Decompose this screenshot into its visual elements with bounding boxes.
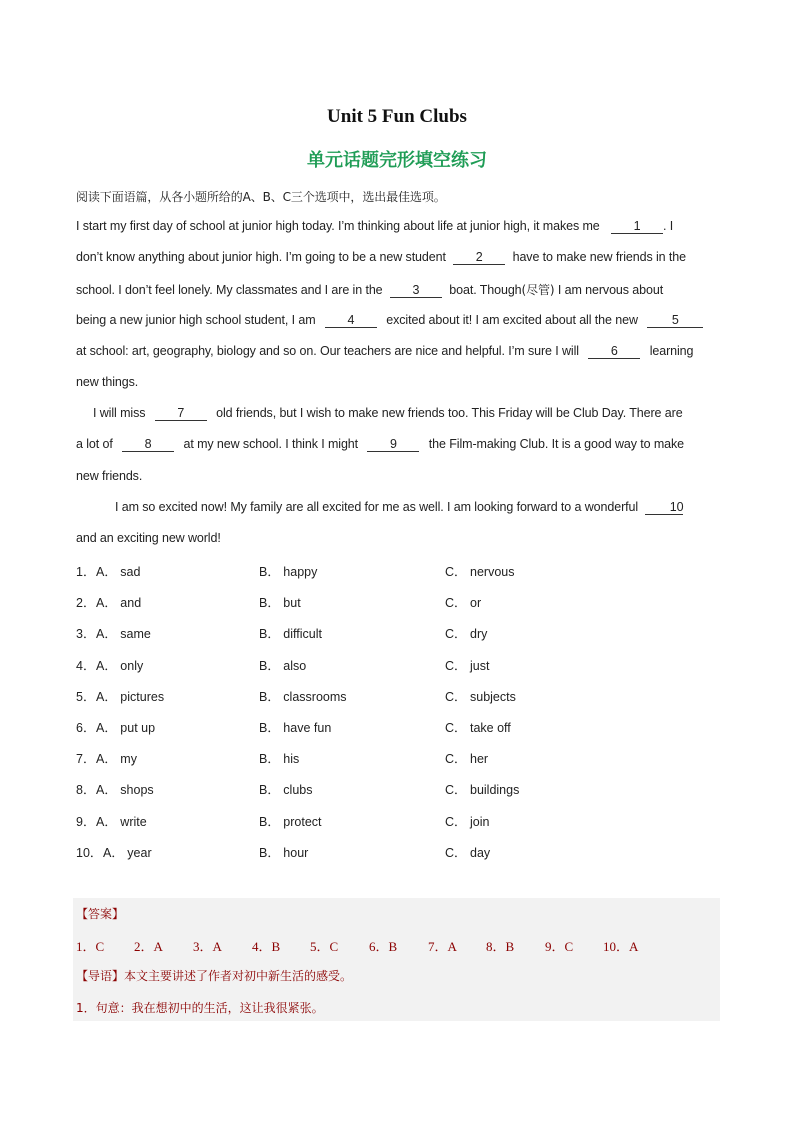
blank-4: 4 bbox=[325, 314, 377, 328]
passage-line-9: new friends. bbox=[76, 469, 143, 483]
option-b: B． also bbox=[259, 659, 307, 673]
option-a: A． put up bbox=[96, 721, 156, 735]
option-b: B． protect bbox=[259, 815, 322, 829]
passage-line-5 bbox=[76, 344, 693, 359]
page-title: Unit 5 Fun Clubs bbox=[327, 106, 467, 127]
answer-heading: 【答案】 bbox=[76, 907, 125, 921]
option-c: C． subjects bbox=[445, 690, 516, 704]
passage-text: I am nervous about bbox=[557, 283, 664, 297]
option-c: C． her bbox=[445, 752, 489, 766]
question-number: 4． bbox=[76, 659, 96, 673]
option-a: A． sad bbox=[96, 565, 141, 579]
blank-8: 8 bbox=[122, 438, 174, 452]
answer-guide: 【导语】本文主要讲述了作者对初中新生活的感受。 bbox=[76, 969, 353, 983]
answer-item: 2．A bbox=[134, 939, 163, 954]
passage-text: at school: art, geography, biology and so on. Our teachers are nice and helpful. I’m sure I will bbox=[76, 344, 579, 358]
passage-text: I start my first day of school at junior high today. I’m thinking about life at junior high, it makes me bbox=[76, 219, 600, 233]
passage-line-10 bbox=[115, 500, 683, 515]
passage-text: being a new junior high school student, I am bbox=[76, 313, 316, 327]
option-c: C． or bbox=[445, 596, 482, 610]
passage-text: at my new school. I think I might bbox=[183, 437, 359, 451]
question-number: 7． bbox=[76, 752, 96, 766]
passage-text: I am so excited now! My family are all excited for me as well. I am looking forward to a wonderful bbox=[115, 500, 639, 514]
instruction-text: 阅读下面语篇，从各小题所给的A、B、C三个选项中，选出最佳选项。 bbox=[76, 190, 446, 204]
blank-2: 2 bbox=[453, 251, 505, 265]
answer-item: 10．A bbox=[603, 939, 639, 954]
answer-item: 7．A bbox=[428, 939, 457, 954]
option-c: C． just bbox=[445, 659, 490, 673]
page-subtitle: 单元话题完形填空练习 bbox=[307, 150, 487, 171]
answer-item: 5．C bbox=[310, 939, 339, 954]
passage-text: have to make new friends in the bbox=[512, 250, 686, 264]
blank-10: 10 bbox=[645, 501, 683, 515]
passage-text: school. I don’t feel lonely. My classmates and I are in the bbox=[76, 283, 383, 297]
blank-3: 3 bbox=[390, 284, 442, 298]
option-b: B． his bbox=[259, 752, 300, 766]
blank-9: 9 bbox=[367, 438, 419, 452]
answer-item: 3．A bbox=[193, 939, 222, 954]
blank-7: 7 bbox=[155, 407, 207, 421]
option-c: C． dry bbox=[445, 627, 488, 641]
passage-text: a lot of bbox=[76, 437, 113, 451]
option-b: B． have fun bbox=[259, 721, 332, 735]
option-a: A． shops bbox=[96, 783, 154, 797]
passage-text: boat. Though bbox=[449, 283, 522, 297]
option-c: C． buildings bbox=[445, 783, 520, 797]
option-b: B． but bbox=[259, 596, 301, 610]
blank-6: 6 bbox=[588, 345, 640, 359]
question-number: 9． bbox=[76, 815, 96, 829]
question-number: 1． bbox=[76, 565, 96, 579]
option-b: B． happy bbox=[259, 565, 318, 579]
option-c: C． nervous bbox=[445, 565, 515, 579]
question-number: 2． bbox=[76, 596, 96, 610]
option-a: A． write bbox=[96, 815, 147, 829]
passage-line-11: and an exciting new world! bbox=[76, 531, 221, 545]
answer-note-1: 1．句意：我在想初中的生活，这让我很紧张。 bbox=[76, 1001, 324, 1015]
option-a: A． year bbox=[103, 846, 152, 860]
question-number: 8． bbox=[76, 783, 96, 797]
question-number: 10． bbox=[76, 846, 103, 860]
option-b: B． classrooms bbox=[259, 690, 347, 704]
answer-item: 8．B bbox=[486, 939, 515, 954]
answer-item: 4．B bbox=[252, 939, 281, 954]
blank-5: 5 bbox=[647, 314, 703, 328]
passage-text: learning bbox=[649, 344, 694, 358]
passage-gloss: (尽管) bbox=[521, 283, 555, 297]
option-a: A． and bbox=[96, 596, 142, 610]
passage-text: old friends, but I wish to make new friends too. This Friday will be Club Day. There are bbox=[216, 406, 683, 420]
option-a: A． only bbox=[96, 659, 144, 673]
passage-line-1 bbox=[76, 219, 673, 234]
answer-item: 6．B bbox=[369, 939, 398, 954]
passage-line-7 bbox=[93, 406, 683, 421]
option-b: B． hour bbox=[259, 846, 309, 860]
question-number: 6． bbox=[76, 721, 96, 735]
answer-item: 9．C bbox=[545, 939, 574, 954]
blank-1: 1 bbox=[611, 220, 663, 234]
passage-text: excited about it! I am excited about all the new bbox=[386, 313, 638, 327]
option-c: C． join bbox=[445, 815, 490, 829]
answer-item: 1．C bbox=[76, 939, 105, 954]
passage-text: . I bbox=[663, 219, 674, 233]
passage-line-8 bbox=[76, 437, 684, 452]
passage-line-2 bbox=[76, 250, 686, 265]
question-number: 3． bbox=[76, 627, 96, 641]
option-a: A． my bbox=[96, 752, 137, 766]
option-b: B． clubs bbox=[259, 783, 313, 797]
passage-text: don’t know anything about junior high. I’m going to be a new student bbox=[76, 250, 446, 264]
passage-line-4 bbox=[76, 313, 703, 328]
passage-line-6: new things. bbox=[76, 375, 139, 389]
passage-text: the Film-making Club. It is a good way to make bbox=[428, 437, 685, 451]
option-c: C． day bbox=[445, 846, 491, 860]
option-c: C． take off bbox=[445, 721, 511, 735]
option-a: A． same bbox=[96, 627, 151, 641]
question-number: 5． bbox=[76, 690, 96, 704]
passage-line-3 bbox=[76, 281, 663, 298]
option-a: A． pictures bbox=[96, 690, 165, 704]
option-b: B． difficult bbox=[259, 627, 322, 641]
passage-text: I will miss bbox=[93, 406, 146, 420]
